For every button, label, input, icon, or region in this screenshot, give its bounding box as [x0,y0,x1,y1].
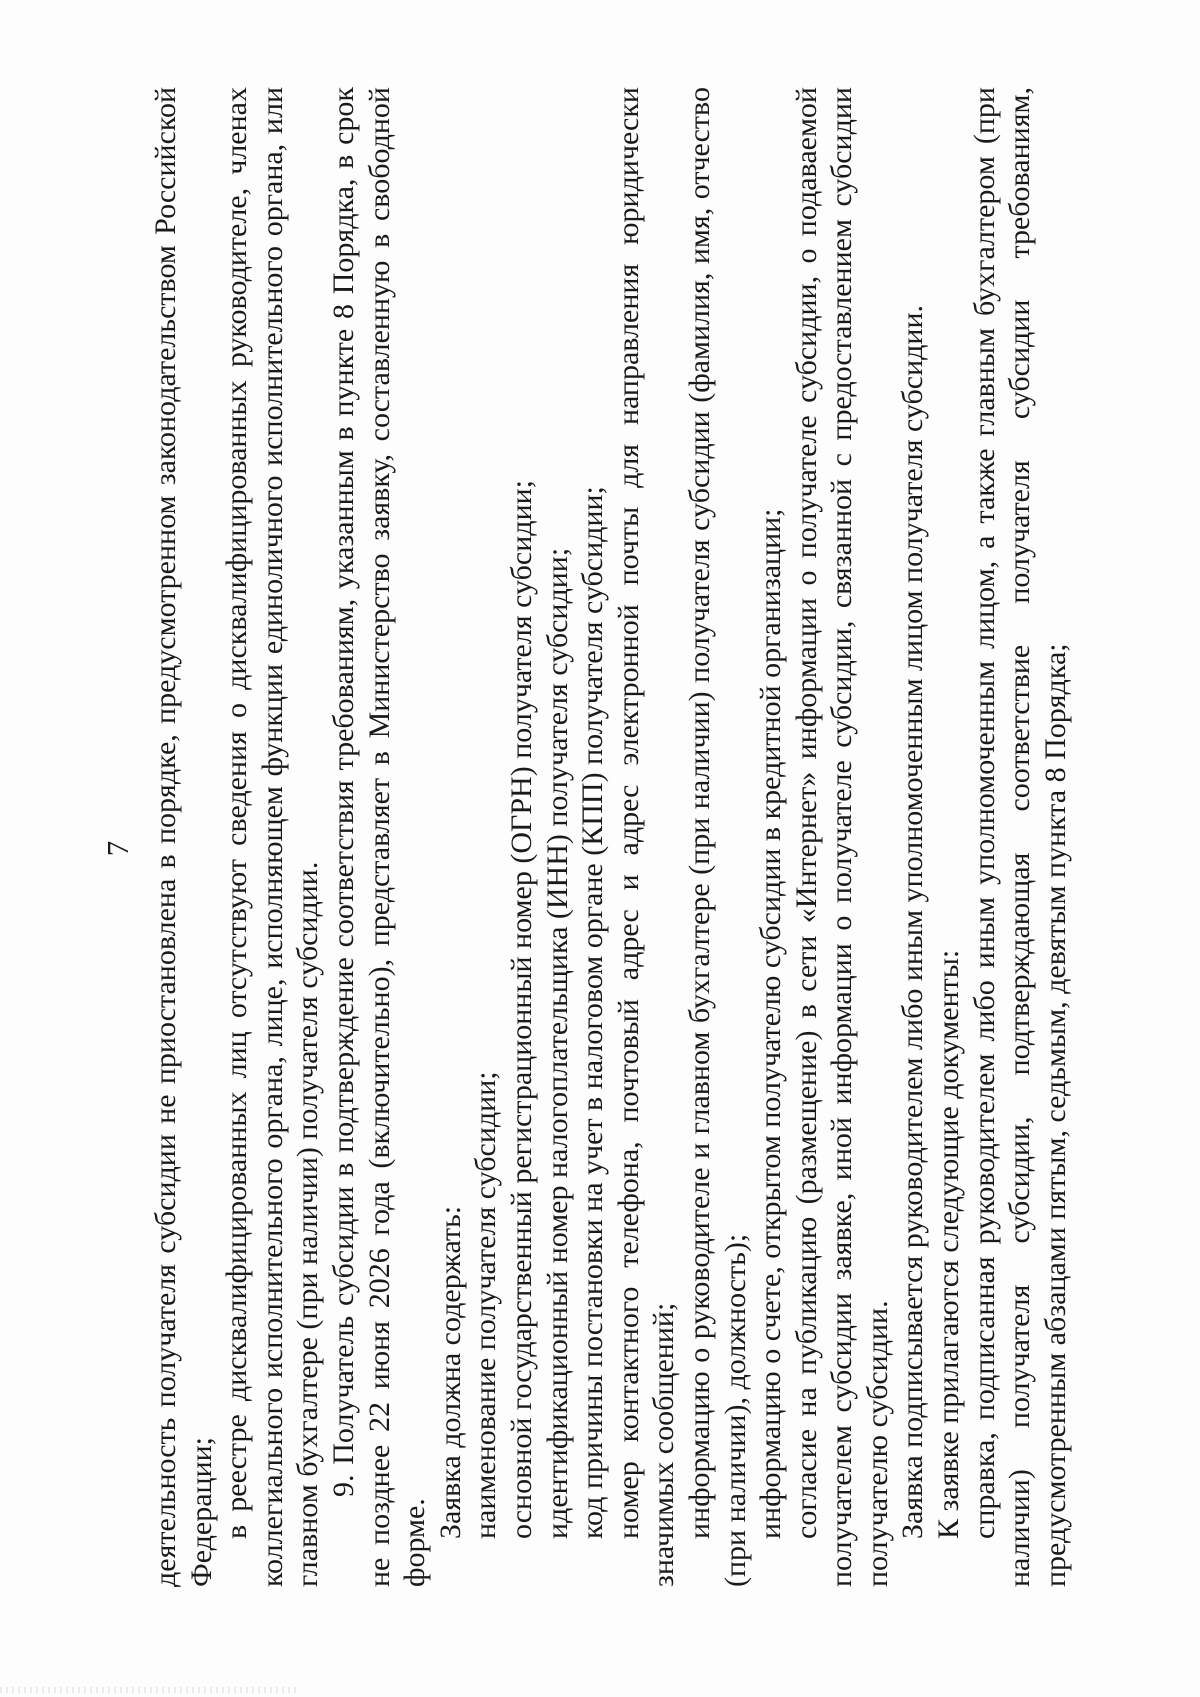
paragraph: согласие на публикацию (размещение) в сети «Интернет» информации о получателе субсидии, о подаваемой получателем субсидии заявке, иной информации о получателе субсидии, связанной с предоставлением субсидии получателю субсидии. [789,87,894,1587]
paragraph: идентификационный номер налогоплательщика (ИНН) получателя субсидии; [540,547,574,1539]
paragraph: основной государственный регистрационный номер (ОГРН) получателя субсидии; [504,479,538,1539]
paragraph: наименование получателя субсидии; [469,1071,503,1539]
paragraph: К заявке прилагаются следующие документы: [932,949,966,1539]
paragraph: номер контактного телефона, почтовый адрес и адрес электронной почты для направления юридически значимых сообщений; [611,87,681,1587]
paragraph: 9. Получатель субсидии в подтверждение соответствия требованиям, указанным в пункте 8 Порядка, в срок не позднее 22 июня 2026 года (включительно), представляет в Министерство заявку, составленную в свободной форме. [326,87,432,1587]
paragraph: Заявка подписывается руководителем либо иным уполномоченным лицом получателя субсидии. [896,304,930,1539]
paragraph: в реестре дисквалифицированных лиц отсутствуют сведения о дисквалифицированных руководителе, членах коллегиального исполнительного органа, лице, исполняющем функции единоличного исполнительного органа, или главном бухгалтере (при наличии) получателя субсидии. [220,87,325,1587]
paragraph: справка, подписанная руководителем либо иным уполномоченным лицом, а также главным бухгалтером (при наличии) получателя субсидии, подтверждающая соответствие получателя субсидии требованиям, предусмотренным абзацами пятым, седьмым, девятым пункта 8 Порядка; [967,87,1072,1587]
paragraph: информацию о счете, открытом получателю субсидии в кредитной организации; [754,508,788,1539]
page-number: 7 [100,840,135,857]
scan-artifact [0,1687,300,1693]
paragraph: деятельность получателя субсидии не приостановлена в порядке, предусмотренном законодательством Российской Федерации; [149,87,218,1587]
paragraph: код причины постановки на учет в налоговом органе (КПП) получателя субсидии; [576,486,610,1539]
paragraph: Заявка должна содержать: [433,1205,467,1539]
paragraph: информацию о руководителе и главном бухгалтере (при наличии) получателя субсидии (фамилия, имя, отчество (при наличии), должность); [682,87,752,1587]
document-body [148,87,1073,1587]
